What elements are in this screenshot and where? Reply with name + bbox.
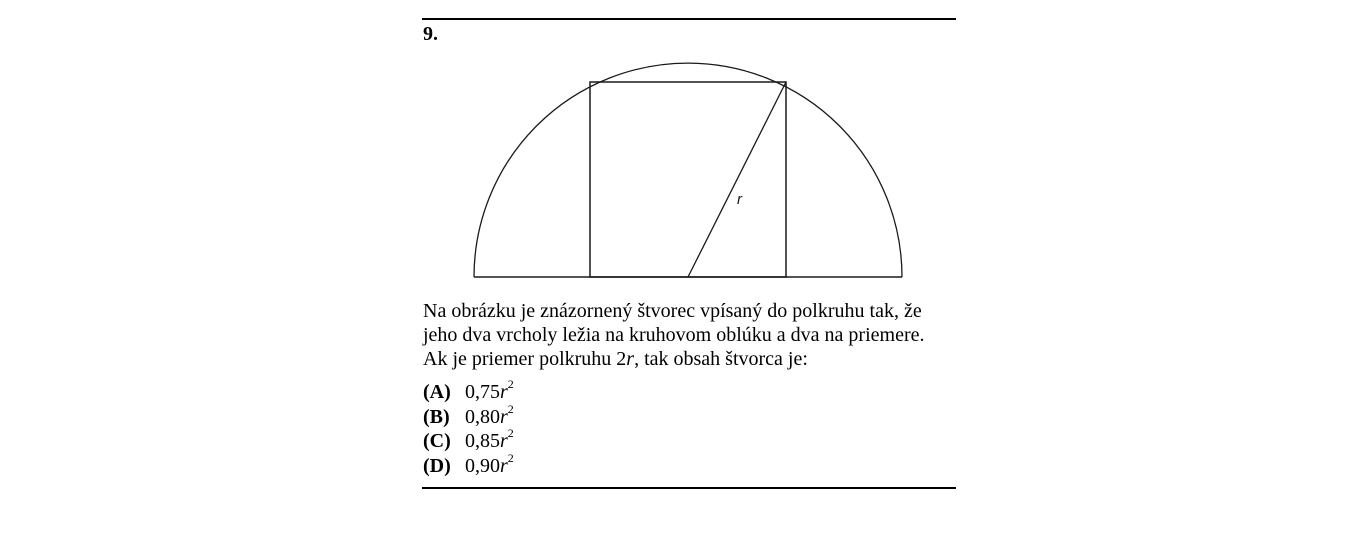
radius-line — [688, 82, 786, 277]
option-letter: (D) — [423, 454, 451, 477]
question-line: jeho dva vrcholy ležia na kruhovom oblúku a dva na priemere. — [423, 324, 925, 346]
question-number: 9. — [423, 23, 438, 45]
answer-options — [423, 377, 514, 478]
inscribed-square — [590, 82, 786, 277]
top-rule — [422, 18, 956, 20]
question-line-3 — [423, 347, 963, 371]
option-b[interactable] — [423, 401, 514, 430]
option-letter: (C) — [423, 430, 451, 452]
semicircle-square-figure — [440, 40, 920, 285]
radius-label: r — [737, 191, 742, 208]
option-d[interactable] — [423, 450, 514, 479]
option-value: $0,85r^2$ — [465, 426, 514, 452]
option-letter: (B) — [423, 405, 450, 428]
option-a[interactable] — [423, 377, 514, 405]
question-text — [423, 299, 963, 371]
option-value: $0,75r^2$ — [465, 377, 514, 403]
option-value: $0,80r^2$ — [465, 401, 514, 428]
line3-before: Ak je priemer polkruhu 2 — [423, 348, 627, 370]
option-c[interactable] — [423, 426, 514, 454]
line3-var: r — [626, 348, 635, 370]
semicircle-arc — [474, 63, 902, 277]
bottom-rule — [422, 487, 956, 489]
question-line: Na obrázku je znázornený štvorec vpísaný do polkruhu tak, že — [423, 300, 922, 322]
line3-after: , tak obsah štvorca je: — [634, 348, 808, 370]
option-letter: (A) — [423, 381, 451, 403]
option-value: $0,90r^2$ — [465, 450, 514, 477]
